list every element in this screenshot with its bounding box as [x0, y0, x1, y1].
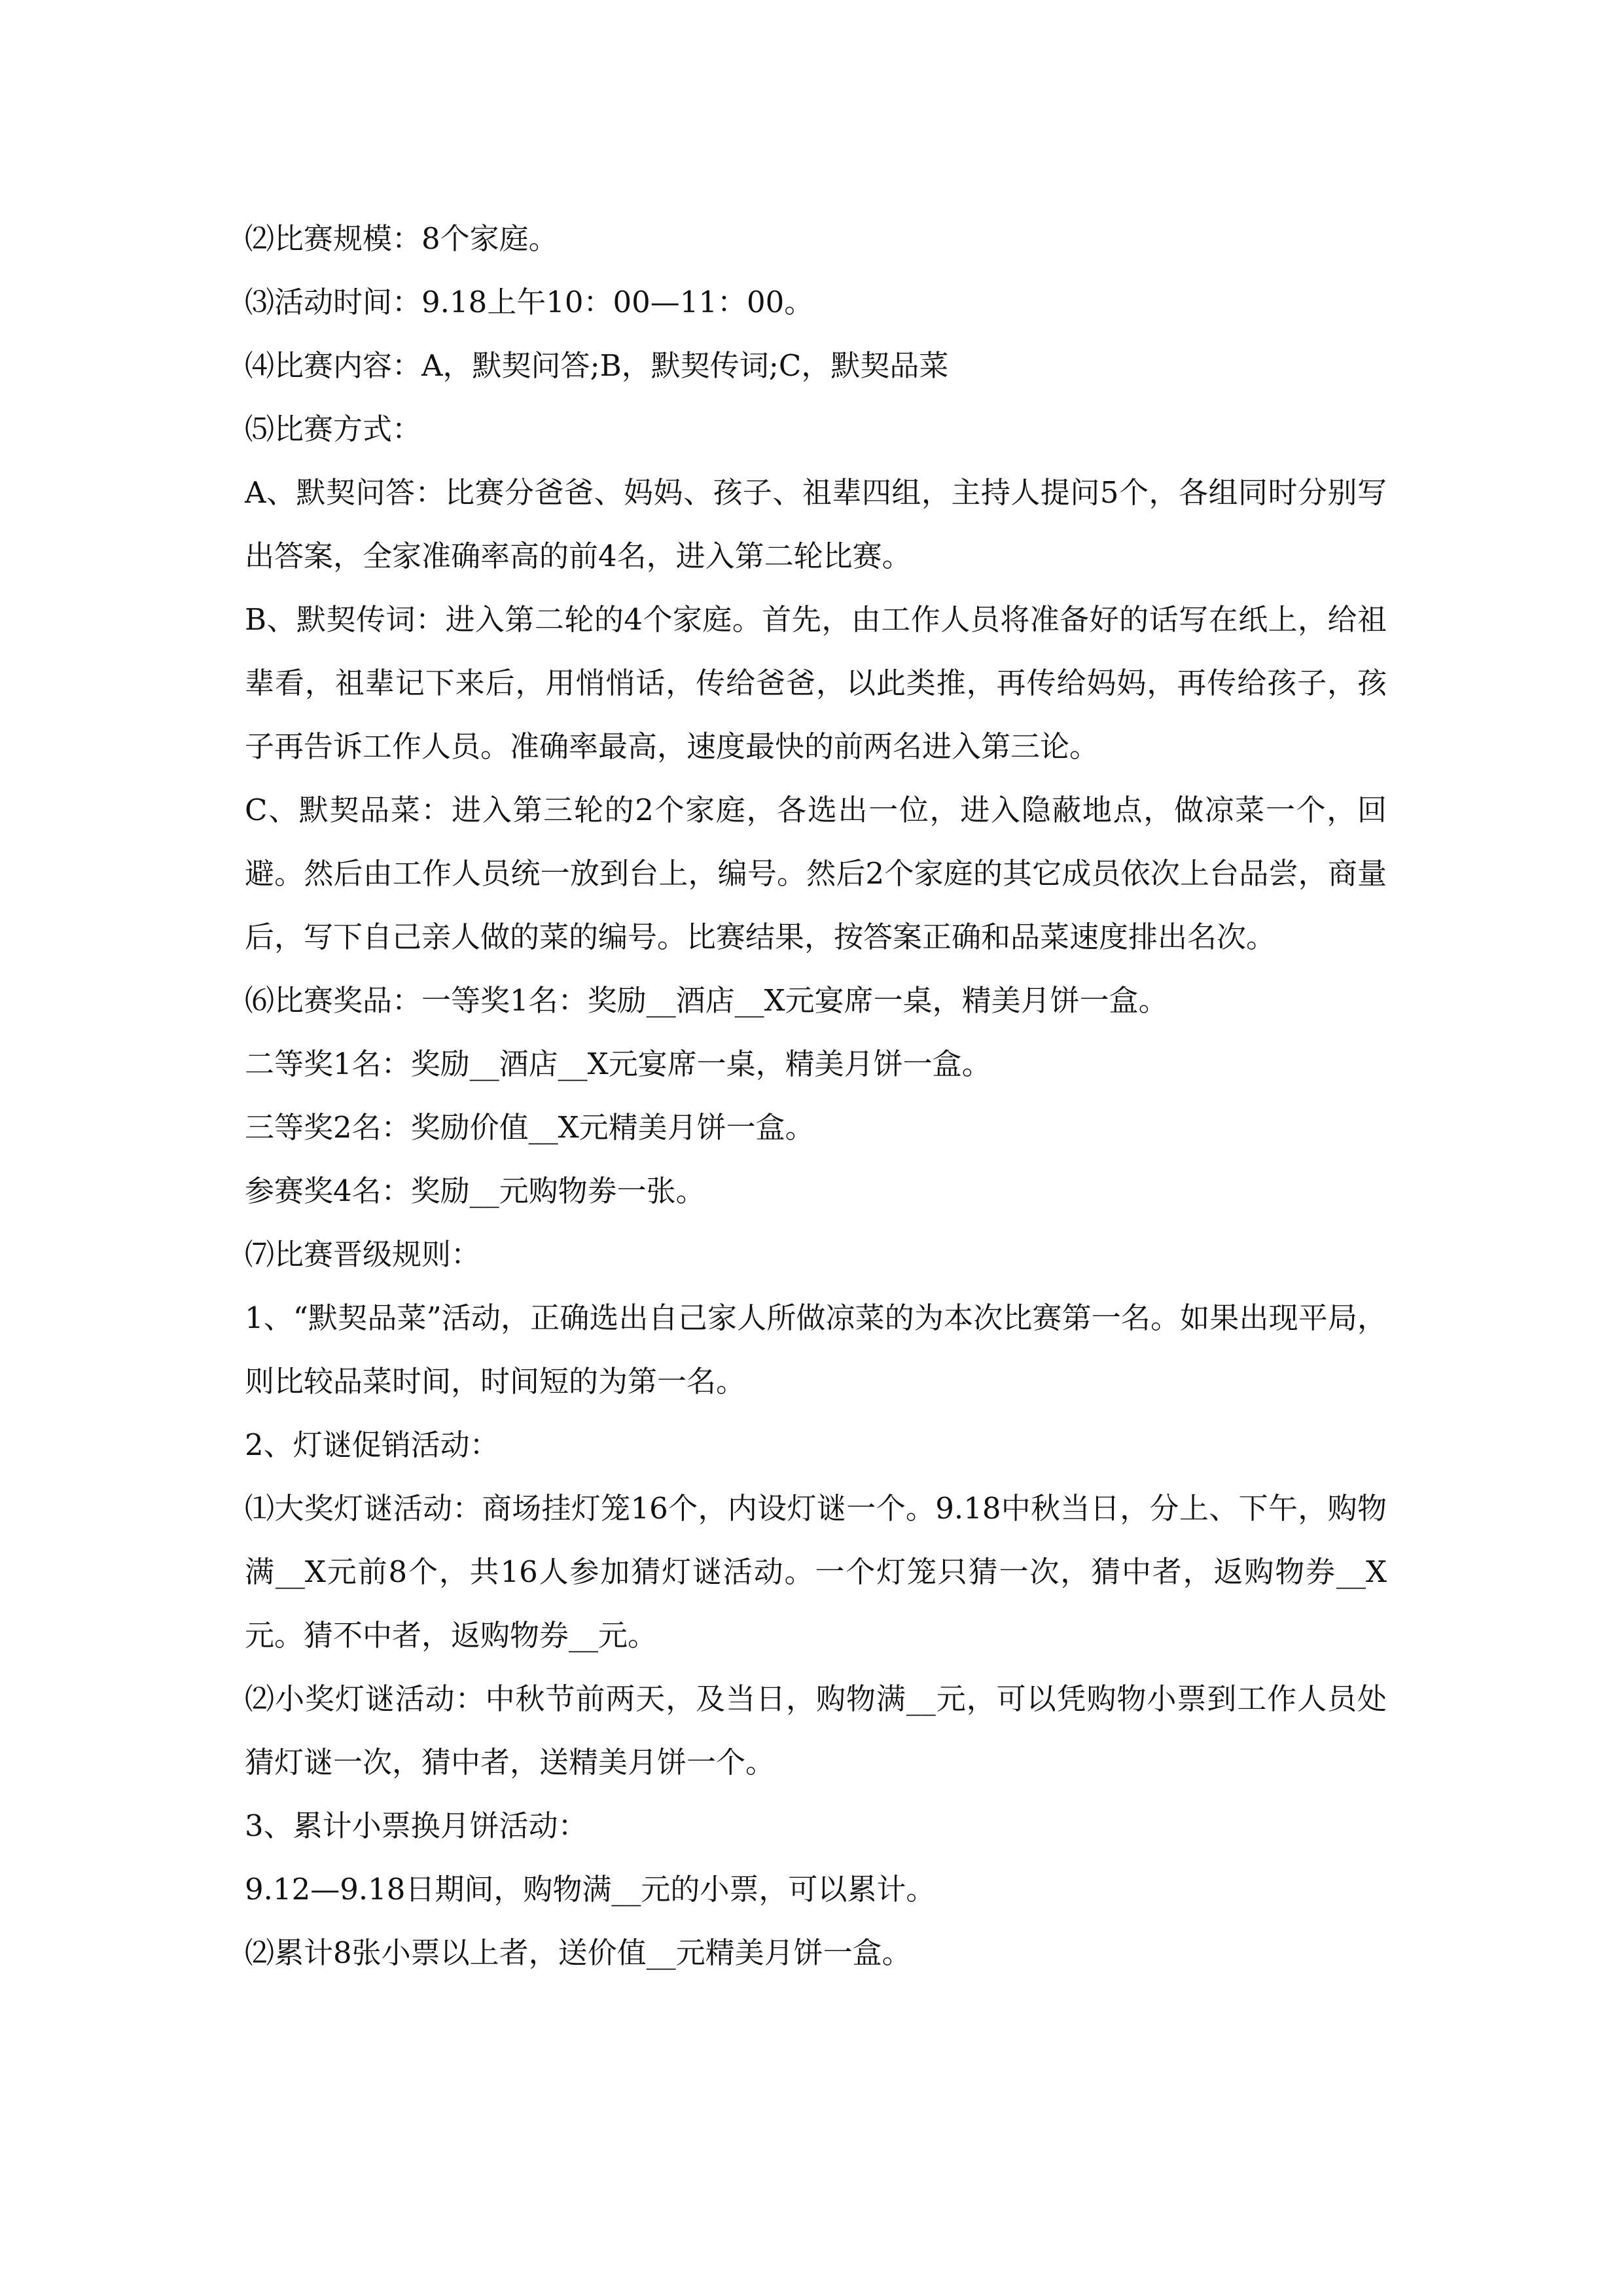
- paragraph-receipt-exchange-heading: 3、累计小票换月饼活动：: [245, 1808, 588, 1843]
- paragraph-advancement-rules-heading: ⑺比赛晋级规则：: [245, 1237, 481, 1272]
- paragraph-receipt-period: 9.12—9.18日期间，购物满__元的小票，可以累计。: [245, 1872, 936, 1907]
- paragraph-tacit-qa: A、默契问答：比赛分爸爸、妈妈、孩子、祖辈四组，主持人提问5个，各组同时分别写出答案，全家准确率高的前4名，进入第二轮比赛。: [245, 475, 1387, 573]
- paragraph-competition-content: ⑷比赛内容：A，默契问答;B，默契传词;C，默契品菜: [245, 348, 949, 383]
- paragraph-prizes-third: 三等奖2名：奖励价值__X元精美月饼一盒。: [245, 1110, 815, 1145]
- paragraph-activity-time: ⑶活动时间：9.18上午10：00—11：00。: [245, 285, 814, 319]
- paragraph-grand-riddle-activity: ⑴大奖灯谜活动：商场挂灯笼16个，内设灯谜一个。9.18中秋当日，分上、下午，购物满__X元前8个，共16人参加猜灯谜活动。一个灯笼只猜一次，猜中者，返购物券__X元。猜不中者，返购物券__元。: [245, 1491, 1387, 1653]
- paragraph-riddle-promotion-heading: 2、灯谜促销活动：: [245, 1427, 499, 1462]
- paragraph-receipt-reward: ⑵累计8张小票以上者，送价值__元精美月饼一盒。: [245, 1935, 912, 1970]
- paragraph-competition-scale: ⑵比赛规模：8个家庭。: [245, 221, 558, 256]
- paragraph-prizes-second: 二等奖1名：奖励__酒店__X元宴席一桌，精美月饼一盒。: [245, 1047, 991, 1081]
- paragraph-tacit-word-pass: B、默契传词：进入第二轮的4个家庭。首先，由工作人员将准备好的话写在纸上，给祖辈看，祖辈记下来后，用悄悄话，传给爸爸，以此类推，再传给妈妈，再传给孩子，孩子再告诉工作人员。准确率最高，速度最快的前两名进入第三论。: [245, 602, 1387, 764]
- paragraph-prizes-first: ⑹比赛奖品：一等奖1名：奖励__酒店__X元宴席一桌，精美月饼一盒。: [245, 983, 1168, 1018]
- document-body: [245, 207, 1387, 1984]
- paragraph-competition-method-heading: ⑸比赛方式：: [245, 412, 422, 446]
- paragraph-small-riddle-activity: ⑵小奖灯谜活动：中秋节前两天，及当日，购物满__元，可以凭购物小票到工作人员处猜灯谜一次，猜中者，送精美月饼一个。: [245, 1681, 1387, 1780]
- paragraph-tacit-dish-tasting: C、默契品菜：进入第三轮的2个家庭，各选出一位，进入隐蔽地点，做凉菜一个，回避。然后由工作人员统一放到台上，编号。然后2个家庭的其它成员依次上台品尝，商量后，写下自己亲人做的菜的编号。比赛结果，按答案正确和品菜速度排出名次。: [245, 793, 1387, 954]
- paragraph-advancement-rule-1: 1、“默契品菜”活动，正确选出自己家人所做凉菜的为本次比赛第一名。如果出现平局，则比较品菜时间，时间短的为第一名。: [245, 1300, 1387, 1399]
- paragraph-prizes-participation: 参赛奖4名：奖励__元购物劵一张。: [245, 1174, 705, 1208]
